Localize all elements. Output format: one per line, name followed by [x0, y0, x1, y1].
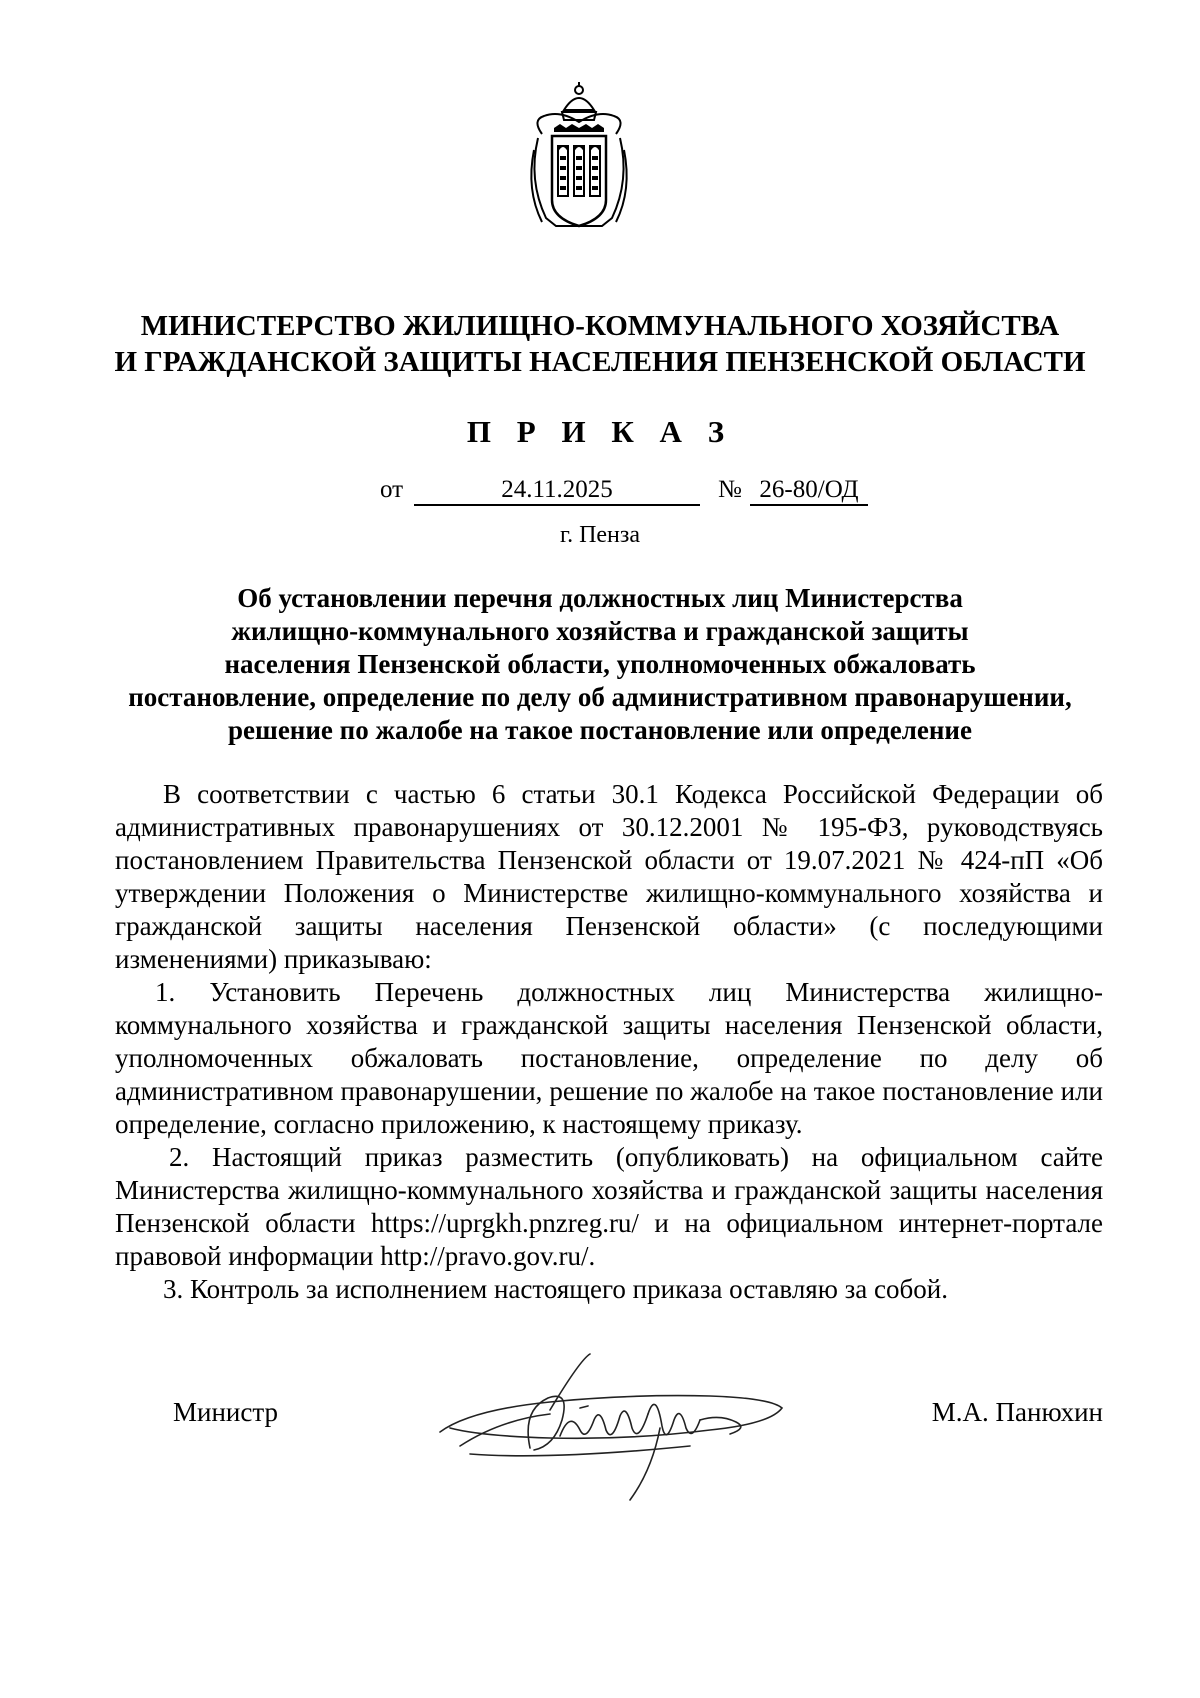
document-type: П Р И К А З	[466, 414, 734, 449]
city: г. Пенза	[559, 522, 641, 548]
date-label: от	[380, 476, 404, 503]
signatory-position: Министр	[173, 1397, 278, 1427]
subject-line2: жилищно-коммунального хозяйства и гражданской защиты	[231, 616, 969, 646]
ministry-title	[0, 308, 1200, 380]
document-body	[115, 778, 1103, 1306]
subject-line5: решение по жалобе на такое постановление или определение	[228, 715, 972, 745]
ministry-title-line2: И ГРАЖДАНСКОЙ ЗАЩИТЫ НАСЕЛЕНИЯ ПЕНЗЕНСКОЙ ОБЛАСТИ	[114, 346, 1086, 378]
handwritten-signature-icon	[430, 1350, 810, 1510]
item-1-paragraph: 1. Установить Перечень должностных лиц Министерства жилищно-коммунального хозяйства и гражданской защиты населения Пензенской области, уполномоченных обжаловать постановление, определение по делу об административном правонарушении, решение по жалобе на такое постановление или определение, согласно приложению, к настоящему приказу.	[115, 977, 1103, 1139]
date-value: 24.11.2025	[414, 476, 700, 506]
ministry-title-line1: МИНИСТЕРСТВО ЖИЛИЩНО-КОММУНАЛЬНОГО ХОЗЯЙСТВА	[140, 310, 1060, 342]
subject-line4: постановление, определение по делу об административном правонарушении,	[128, 682, 1072, 712]
number-label: №	[718, 476, 742, 503]
preamble-paragraph: В соответствии с частью 6 статьи 30.1 Кодекса Российской Федерации об административных правонарушениях от 30.12.2001 № 195-ФЗ, руководствуясь постановлением Правительства Пензенской области от 19.07.2021 № 424-пП «Об утверждении Положения о Министерстве жилищно-коммунального хозяйства и гражданской защиты населения Пензенской области» (с последующими изменениями) приказываю:	[115, 779, 1103, 974]
number-value: 26-80/ОД	[750, 476, 868, 506]
item-3-paragraph: 3. Контроль за исполнением настоящего приказа оставляю за собой.	[163, 1274, 948, 1304]
subject-line3: населения Пензенской области, уполномоченных обжаловать	[224, 649, 976, 679]
item-2-paragraph: 2. Настоящий приказ разместить (опубликовать) на официальном сайте Министерства жилищно-коммунального хозяйства и гражданской защиты населения Пензенской области https://uprgkh.pnzreg.ru/ и на официальном интернет-портале правовой информации http://pravo.gov.ru/.	[115, 1142, 1103, 1271]
signatory-name: М.А. Панюхин	[931, 1397, 1103, 1427]
subject-line1: Об установлении перечня должностных лиц Министерства	[237, 583, 963, 613]
coat-of-arms-icon	[524, 80, 634, 236]
document-subject	[0, 582, 1200, 747]
